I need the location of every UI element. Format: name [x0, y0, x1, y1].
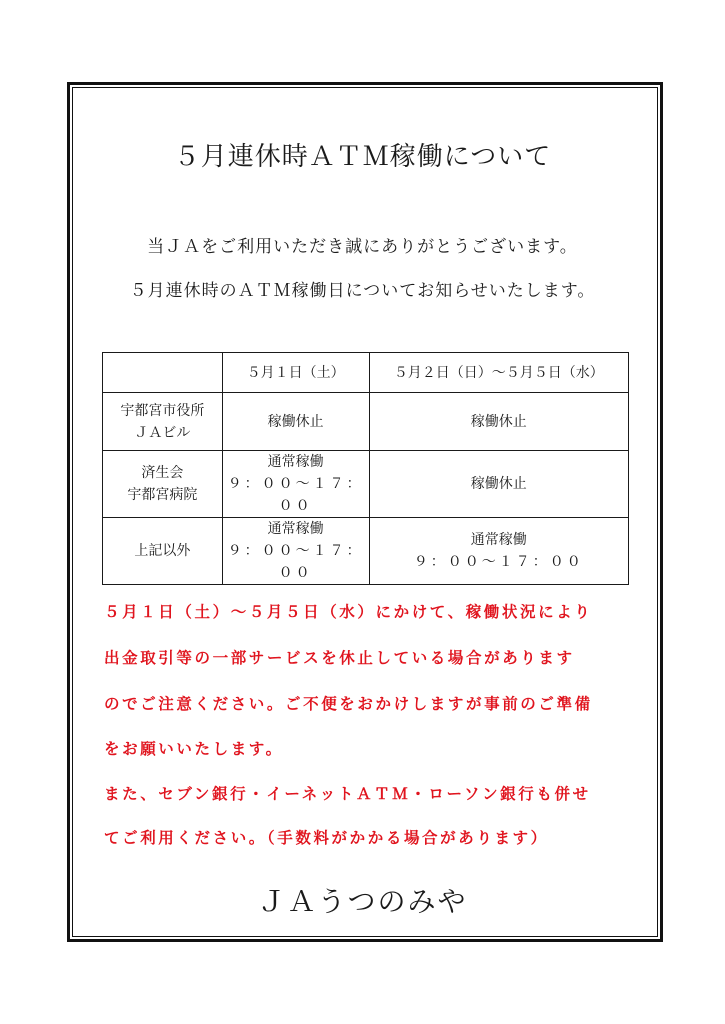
intro-line-1: 当ＪＡをご利用いただき誠にありがとうございます。: [147, 237, 578, 257]
location-name: 宇都宮市役所: [120, 402, 205, 419]
location-name: ＪＡビル: [134, 424, 191, 441]
table-row: [103, 451, 629, 518]
status-text: 通常稼働: [267, 454, 324, 470]
may2to5-cell: [369, 393, 629, 451]
location-cell: [103, 393, 223, 451]
may1-cell: [222, 518, 369, 585]
status-text: 稼働休止: [267, 413, 324, 430]
intro-line-2: ５月連休時のＡＴＭ稼働日についてお知らせいたします。: [129, 281, 596, 301]
notice-line-5: また、セブン銀行・イーネットＡＴＭ・ローソン銀行も併せ: [104, 785, 591, 803]
header-may2to5: ５月２日（日）～５月５日（水）: [369, 353, 629, 393]
notice-line-1: ５月１日（土）～５月５日（水）にかけて、稼働状況により: [104, 603, 593, 621]
header-may1: ５月１日（土）: [222, 353, 369, 393]
atm-schedule-table: [102, 352, 629, 585]
table-row: [103, 518, 629, 585]
table-row: [103, 393, 629, 451]
hours-text: ９：００～１７：００: [413, 554, 584, 570]
notice-line-4: をお願いいたします。: [104, 740, 284, 758]
location-name: 済生会: [141, 465, 184, 481]
location-name: 上記以外: [134, 543, 191, 559]
organization-name: ＪＡうつのみや: [257, 885, 468, 918]
may2to5-cell: [369, 518, 629, 585]
status-text: 稼働休止: [470, 413, 527, 430]
header-blank: [103, 353, 223, 393]
notice-title: ５月連休時ＡＴＭ稼働について: [173, 142, 552, 172]
location-cell: [103, 518, 223, 585]
status-text: 稼働休止: [470, 476, 527, 492]
hours-text: ９：００～１７：００: [227, 476, 364, 514]
notice-line-2: 出金取引等の一部サービスを休止している場合があります: [104, 649, 575, 667]
may1-cell: [222, 451, 369, 518]
status-text: 通常稼働: [470, 532, 527, 548]
notice-line-6: てご利用ください。（手数料がかかる場合があります）: [104, 829, 549, 847]
may2to5-cell: [369, 451, 629, 518]
may1-cell: [222, 393, 369, 451]
location-name: 宇都宮病院: [127, 487, 198, 503]
status-text: 通常稼働: [267, 521, 324, 537]
location-cell: [103, 451, 223, 518]
hours-text: ９：００～１７：００: [227, 543, 364, 581]
notice-line-3: のでご注意ください。ご不便をおかけしますが事前のご準備: [104, 695, 593, 713]
table-header-row: [103, 353, 629, 393]
